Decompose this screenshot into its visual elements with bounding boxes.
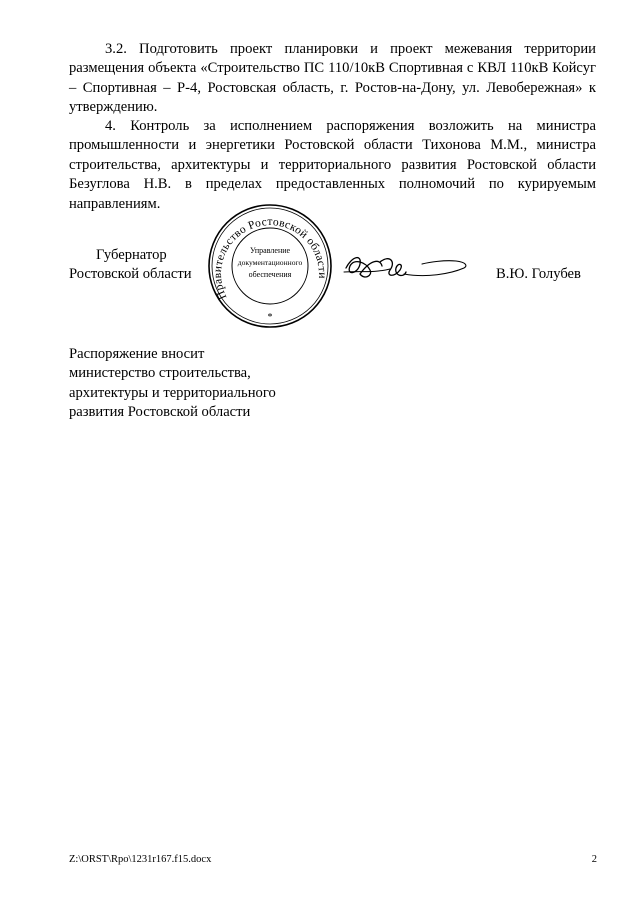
footer-page-number: 2 bbox=[591, 854, 597, 865]
submitter-note bbox=[69, 345, 276, 423]
paragraph-3-2: 3.2. Подготовить проект планировки и проект межевания территории размещения объекта «Строительство ПС 110/10кВ Спортивная с КВЛ 110кВ Койсуг – Спортивная – Р-4, Ростовская область, г. Ростов-на-Дону, ул. Левобережная» к утверждению. bbox=[69, 41, 596, 116]
paragraph-4: 4. Контроль за исполнением распоряжения возложить на министра промышленности и энергетики Ростовской области Тихонова М.М., министра строительства, архитектуры и территориального развития Ростовской области Безуглова Н.В. в пределах предоставленных полномочий по курируемым направлениям. bbox=[69, 118, 596, 212]
signatory-name: В.Ю. Голубев bbox=[496, 266, 581, 282]
seal-star: * bbox=[267, 312, 273, 323]
submitter-note-line1: Распоряжение вносит bbox=[69, 346, 205, 362]
submitter-note-line4: развития Ростовской области bbox=[69, 404, 251, 421]
signatory-title-line2: Ростовской области bbox=[69, 266, 192, 283]
seal-center-line3: обеспечения bbox=[248, 270, 292, 279]
seal-center-line1: Управление bbox=[249, 246, 291, 255]
signatory-title-line1: Губернатор bbox=[96, 247, 167, 263]
submitter-note-line2: министерство строительства, bbox=[69, 365, 251, 382]
seal-ring-text: Правительство Ростовской области bbox=[211, 216, 329, 302]
signatory-title bbox=[69, 246, 192, 285]
handwritten-signature-icon bbox=[340, 248, 470, 290]
official-seal-icon bbox=[207, 203, 333, 329]
footer-file-path: Z:\ORST\Rpo\1231r167.f15.docx bbox=[69, 854, 212, 865]
submitter-note-line3: архитектуры и территориального bbox=[69, 384, 276, 401]
seal-center-line2: документационного bbox=[237, 258, 303, 267]
